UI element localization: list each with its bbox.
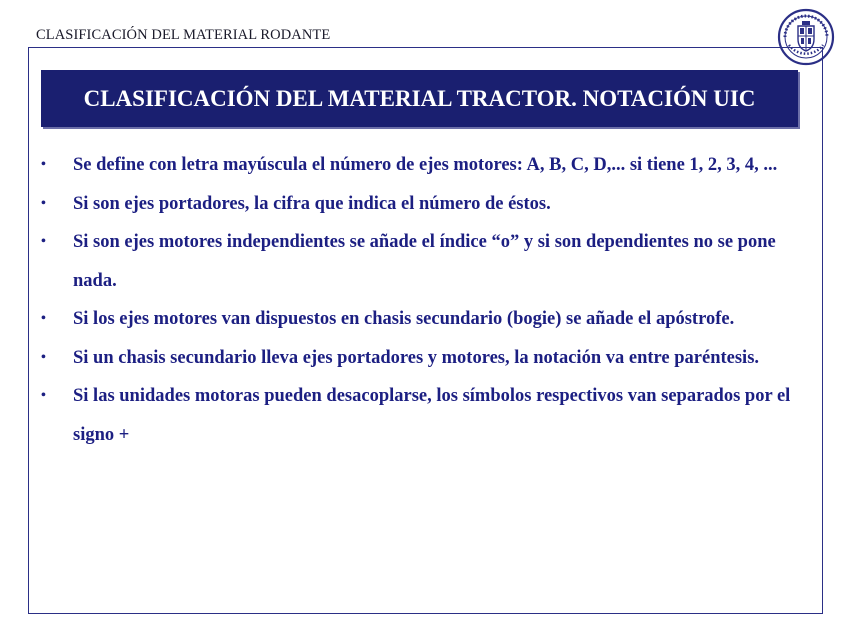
header-title: CLASIFICACIÓN DEL MATERIAL RODANTE xyxy=(36,27,331,43)
bullet-list xyxy=(40,146,808,454)
slide-title-band xyxy=(41,70,798,127)
bullet-text: Si los ejes motores van dispuestos en chasis secundario (bogie) se añade el apóstrofe. xyxy=(73,309,735,329)
bullet-text: Se define con letra mayúscula el número de ejes motores: A, B, C, D,... si tiene 1, 2, 3, 4, ... xyxy=(73,155,778,175)
bullet-text: Si son ejes portadores, la cifra que indica el número de éstos. xyxy=(73,193,551,214)
bullet-item xyxy=(40,377,808,454)
bullet-item xyxy=(40,223,808,300)
bullet-item xyxy=(40,185,808,224)
bullet-text: Si las unidades motoras pueden desacoplarse, los símbolos respectivos van separados por el signo + xyxy=(73,386,791,445)
bullet-dot: • xyxy=(41,388,46,403)
bullet-text: Si un chasis secundario lleva ejes portadores y motores, la notación va entre paréntesis. xyxy=(73,347,760,368)
bullet-dot: • xyxy=(41,157,46,172)
bullet-item xyxy=(40,339,808,378)
bullet-text: Si son ejes motores independientes se añade el índice “o” y si son dependientes no se pone nada. xyxy=(73,232,776,291)
bullet-item xyxy=(40,146,808,185)
bullet-dot: • xyxy=(41,234,46,249)
bullet-item xyxy=(40,300,808,339)
bullet-dot: • xyxy=(41,311,46,326)
bullet-dot: • xyxy=(41,349,46,365)
slide-title: CLASIFICACIÓN DEL MATERIAL TRACTOR. NOTACIÓN UIC xyxy=(83,85,756,111)
bullet-dot: • xyxy=(41,195,46,211)
